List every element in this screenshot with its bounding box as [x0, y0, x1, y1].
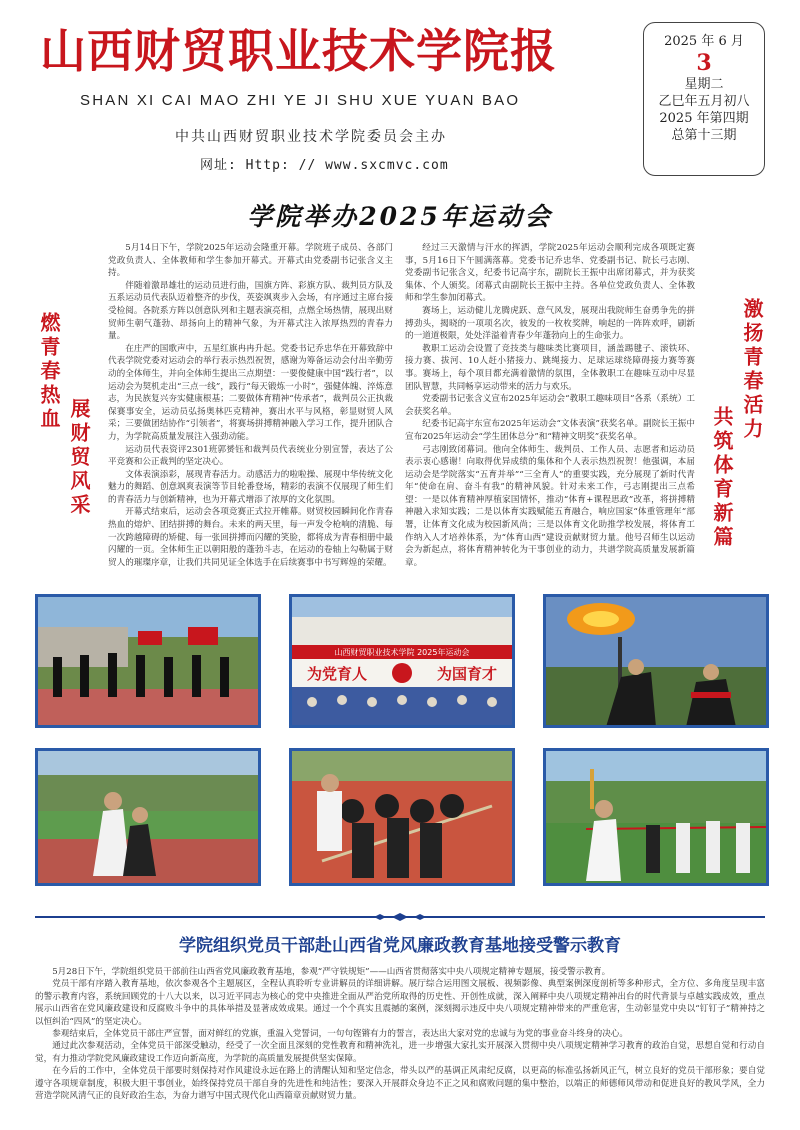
photo-slogan-left: 为党育人	[306, 665, 368, 683]
paragraph: 文体表演添彩，展现青春活力。动感活力的啦啦操、展现中华传统文化魅力的舞蹈、创意飒爽表演等节目轮番登场，精彩的表演不仅展现了师生们的青春活力与创新精神，也为开幕式增添了浓厚的文化氛围。	[108, 469, 393, 505]
slogan-left-inner: 展财贸风采	[67, 398, 91, 518]
newspaper-title: 山西财贸职业技术学院报	[40, 24, 557, 78]
paragraph: 参观结束后，全体党员干部庄严宣誓，面对鲜红的党旗，重温入党誓词，一句句铿锵有力的誓言，表达出大家对党的忠诚与为党的事业奋斗终身的决心。	[52, 1029, 628, 1040]
paragraph: 赛场上，运动健儿龙腾虎跃、意气风发，展现出我院师生奋勇争先的拼搏劲头，揭晓的一项项名次，彼发的一枚枚奖牌，响起的一阵阵欢呼，刷新的一道道极限，处处洋溢着青春少年蓬勃向上的生命张力。	[405, 305, 695, 342]
issue-number: 2025 年第四期	[659, 111, 749, 126]
paragraph: 开幕式结束后，运动会各项竞赛正式拉开帷幕。财贸校园瞬间化作青春热血的熔炉、团结拼搏的舞台。未来的两天里，每一声发令枪响的清脆、每一次跨越障碍的矫健、每一张回拼搏而闪耀的笑脸，都将成为青春相册中最闪耀的一页。全体师生正以朝阳般的蓬勃斗志，在运动的卷轴上勾勒属于财贸人的璀璨序章，让我们共同见证全体选手在后续赛事中书写辉煌的荣耀。	[108, 507, 393, 568]
article-left-column	[108, 242, 393, 577]
main-headline: 学院举办2025年运动会	[247, 202, 553, 231]
paragraph: 伴随着激昂雄壮的运动员进行曲，国旗方阵、彩旗方队、裁判员方队及五系运动员代表队迈着整齐的步伐，英姿飒爽步入会场，有序通过主席台接受检阅。各院系方阵以创意队列和主题表演亮相，点燃全场热情，展现出财贸师生朝气蓬勃、昂扬向上的精神气象，为开幕式注入浓厚热烈的青春力量。	[108, 280, 393, 342]
paragraph: 在今后的工作中，全体党员干部要时刻保持对作风建设永远在路上的清醒认知和坚定信念，带头以严的基调正风肃纪反腐，以更高的标准弘扬新风正气，树立良好的党员干部形象；要自觉遵守各项规章制度，积极大胆干事创业，始终保持党员干部自身的先进性和纯洁性；要深入开展群众身边不正之风和腐败问题的集中整治，以端正的师德师风带动和促进良好的教风学风，全力营造学院风清气正的良好政治生态，为奋力谱写中国式现代化山西篇章贡献财贸力量。	[35, 1066, 765, 1102]
issue-weekday: 星期二	[684, 77, 724, 92]
paragraph: 运动员代表资评2301班郭赟钰和裁判员代表统业分别宣誓，表达了公平竞赛和公正裁判的坚定决心。	[108, 444, 393, 468]
issue-lunar-date: 乙巳年五月初八	[658, 94, 750, 109]
photo-walking-leaders	[35, 748, 261, 886]
second-headline: 学院组织党员干部赴山西省党风廉政教育基地接受警示教育	[179, 936, 621, 956]
article-right-column	[405, 242, 695, 577]
slogan-left-outer: 燃青春热血	[37, 312, 61, 432]
photo-banner-text: 山西财贸职业技术学院 2025年运动会	[334, 648, 470, 657]
issue-total-number: 总第十三期	[671, 128, 737, 143]
paragraph: 通过此次参观活动，全体党员干部深受触动，经受了一次全面且深刻的党性教育和精神洗礼，进一步增强大家扎实开展深入贯彻中央八项规定精神学习教育的政治自觉，思想自觉和行动自觉，有力推动学院党风廉政建设工作迈向新高度，为学院的高质量发展提供坚实保障。	[35, 1041, 765, 1064]
issue-day: 3	[696, 50, 712, 76]
photo-fire-performance	[543, 594, 769, 728]
sponsor-line: 中共山西财贸职业技术学院委员会主办	[175, 129, 447, 145]
issue-year-month: 2025 年 6 月	[664, 34, 744, 49]
slogan-right-inner: 共筑体育新篇	[710, 406, 734, 550]
issue-info-box	[643, 22, 765, 176]
photo-march-parade	[35, 594, 261, 728]
paragraph: 5月28日下午，学院组织党员干部前往山西省党风廉政教育基地，参观“严守铁规矩”——山西省贯彻落实中央八项规定精神专题展，接受警示教育。	[52, 967, 611, 977]
section-divider	[35, 906, 765, 914]
website-line: 网址: Http: // www.sxcmvc.com	[200, 158, 449, 173]
paragraph: 5月14日下午，学院2025年运动会隆重开幕。学院班子成员、各部门党政负责人、全体教师和学生参加开幕式。开幕式由党委副书记张含义主持。	[108, 243, 393, 279]
slogan-right-outer: 激扬青春活力	[740, 298, 764, 442]
title-pinyin: SHAN XI CAI MAO ZHI YE JI SHU XUE YUAN BAO	[80, 92, 521, 109]
photo-finish-line	[543, 748, 769, 886]
photo-tug-of-war	[289, 748, 515, 886]
paragraph: 弓志刚致闭幕词。他向全体师生、裁判员、工作人员、志愿者和运动员表示衷心感谢！向取得优异成绩的集体和个人表示热烈祝贺！他强调，本届运动会是学院落实“五育并举”“三全育人”的重要实践，充分展现了新时代青年“使命在肩、奋斗有我”的精神风貌。针对未来工作，弓志刚提出三点希望：一是以体育精神厚植家国情怀，推动“体育+课程思政”改革，将拼搏精神融入求知实践；二是以体育实践赋能五育融合，响应国家“体重管理年”部署，让体育文化成为校园新风尚；三是以体育文化助推学校发展，将体育工作纳入人才培养体系，为“体育山西”建设贡献财贸力量。他号召师生以运动会为新起点，将体育精神转化为干事创业的动力，共谱学院高质量发展新篇章。	[405, 444, 695, 568]
photo-slogan-right: 为国育才	[436, 665, 498, 683]
photo-stage-banner	[289, 594, 515, 728]
paragraph: 党员干部有序踏入教育基地，依次参观各个主题展区，全程认真聆听专业讲解员的详细讲解。展厅综合运用图文展板、视频影像、典型案例深度剖析等多种形式，全方位、多角度呈现丰富的警示教育内容，系统回顾党的十八大以来，以习近平同志为核心的党中央推进全面从严治党所取得的历史性、开创性成就，深入阐释中央八项规定精神出台的时代背景与卓越实践成效，重点展示山西省在党风廉政建设和反腐败斗争中的具体举措及显著成效成果。通过一个个真实且震撼的案例，深刻揭示违反中央八项规定精神带来的严重危害，生动彰显党中央以“钉钉子”精神持之以恒纠治“四风”的坚定决心。	[35, 979, 765, 1027]
paragraph: 教职工运动会设置了竞技类与趣味类比赛项目，涵盖踢毽子、滚铁环、接力赛、拔河、10人赶小猪接力、跳绳接力、足球运球绕障碍接力赛等赛事。赛场上，每个项目都充满着激情的氛围，全体教职工在趣味互动中尽显团队智慧，共同畅享运动带来的活力与欢乐。	[405, 343, 695, 392]
paragraph: 纪委书记高宇东宣布2025年运动会“文体表演”获奖名单。副院长王振中宣布2025年运动会“学生团体总分”和“精神文明奖”获奖名单。	[405, 419, 695, 442]
paragraph: 经过三天激情与汗水的挥洒，学院2025年运动会顺利完成各项既定赛事，5月16日下午圆满落幕。党委书记乔忠华、党委副书记、院长弓志刚、党委副书记张含义，纪委书记高宇东，副院长王振中出席闭幕式，并为获奖集体、个人颁奖。闭幕式由副院长王振中主持。各单位党政负责人、全体教师和学生参加闭幕式。	[405, 243, 695, 304]
paragraph: 在庄严的国歌声中，五星红旗冉冉升起。党委书记乔忠华在开幕致辞中代表学院党委对运动会的举行表示热烈祝贺，感谢为筹备运动会付出辛勤劳动的全体师生，并向全体师生提出三点期望：一要俊健康中国“践行者”，以运动会为契机走出“三点一线”，践行“每天锻炼一小时”，强健体魄、淬炼意志，为民族复兴夯实健康根基；二要做体育精神“传承者”，裁判员公正执裁保赛事安全，运动员弘扬奥林匹克精神，赛出水平与风格，彰显财贸人风采；三要做团结协作“引领者”，将赛场拼搏精神融入学习工作，提升团队合力，为学院高质量发展注入强劲动能。	[108, 343, 393, 442]
paragraph: 党委副书记张含义宣布2025年运动会“教职工趣味项目”各系（系统）工会获奖名单。	[405, 394, 695, 417]
article-bottom	[35, 966, 765, 1102]
